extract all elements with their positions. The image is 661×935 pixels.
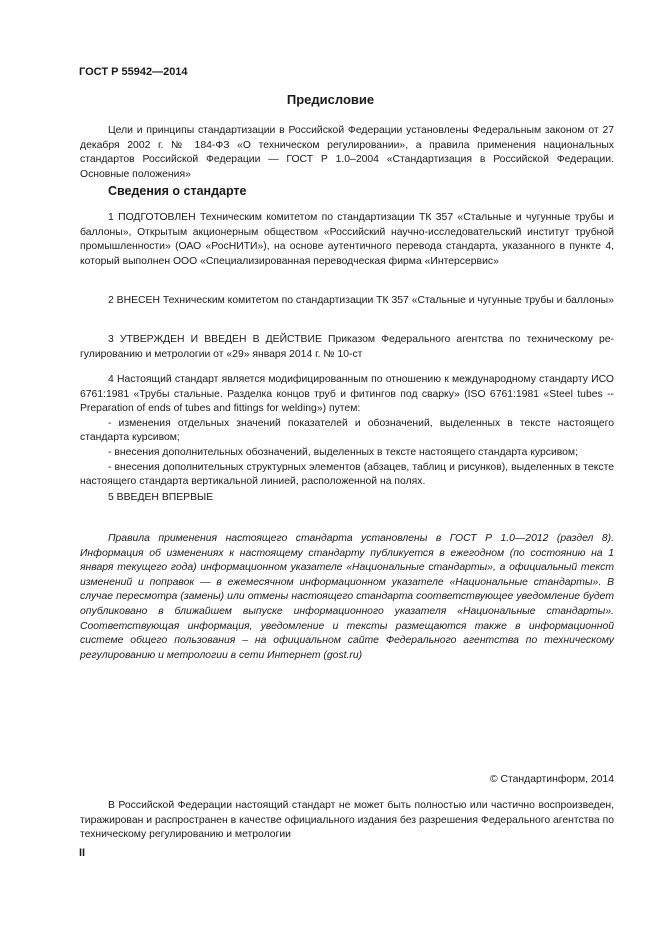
section-title: Сведения о стандарте: [108, 184, 247, 198]
item-1-text: 1 ПОДГОТОВЛЕН Техническим комитетом по стандартизации ТК 357 «Стальные и чугунные трубы и баллоны», Открытым акционерным обществом «Российский научно-исследовательский институт трубной промышленности» (ОАО «РосНИТИ»), на основе аутентичного перевода стандарта, указанного в пункте 4, который выполнен ООО «Специализированная переводческая фирма «Интерсервис»: [80, 212, 614, 267]
item-4-bullet: - изменения отдельных значений показателей и обозначений, выделенных в тексте настоящего стандарта курсивом;: [80, 417, 614, 444]
notice-paragraph: [80, 532, 614, 663]
notice-text: Правила применения настоящего стандарта установлены в ГОСТ Р 1.0—2012 (раздел 8). Информация об изменениях к настоящему стандарту публикуется в ежегодном (по состоянию на 1 января текущего года) информационном указателе «Национальные стандарты», а официальный текст изменений и поправок — в ежемесячном информационном указателе «Национальные стандарты». В случае пересмотра (замены) или отмены настоящего стандарта соответствующее уведомление будет опубликовано в ближайшем выпуске информационного указателя «Национальные стандарты». Соответствующая информация, уведомление и тексты размещаются также в информационной системе общего пользования – на официальном сайте Федерального агентства по техническому регулированию и метрологии в сети Интернет (gost.ru): [80, 533, 614, 661]
item-1: [80, 211, 614, 269]
copyright: © Стандартинформ, 2014: [489, 774, 614, 785]
page-title: Предисловие: [286, 92, 375, 107]
item-2-text: 2 ВНЕСЕН Техническим комитетом по стандартизации ТК 357 «Стальные и чугунные трубы и баллоны»: [108, 295, 614, 306]
page-number: II: [79, 847, 86, 859]
item-2: [80, 294, 614, 309]
footer-note: [80, 799, 614, 843]
standard-code: ГОСТ Р 55942—2014: [79, 66, 188, 78]
item-5-text: 5 ВВЕДЕН ВПЕРВЫЕ: [108, 492, 214, 503]
item-4-text: 4 Настоящий стандарт является модифицированным по отношению к международному стандарту ИСО 6761:1981 «Трубы стальные. Разделка концов труб и фитингов под сварку» (ISO 6761:1981 «Steel tubes -- Preparation of ends of tubes and fittings for welding») путем:: [80, 374, 614, 415]
item-4-bullet: - внесения дополнительных структурных элементов (абзацев, таблиц и рисунков), выделенных в тексте настоящего стандарта вертикальной линией, расположенной на полях.: [80, 461, 614, 488]
item-4: [80, 373, 614, 490]
intro-text: Цели и принципы стандартизации в Российской Федерации установлены Федеральным законом от 27 декабря 2002 г. № 184-ФЗ «О техническом регулировании», а правила применения национальных стандартов Российской Федерации — ГОСТ Р 1.0–2004 «Стандартизация в Российской Федерации. Основные положения»: [80, 125, 614, 180]
item-4-bullet: - внесения дополнительных обозначений, выделенных в тексте настоящего стандарта курсивом;: [108, 446, 578, 458]
intro-paragraph: [80, 124, 614, 182]
item-3: [80, 333, 614, 362]
item-5: [80, 491, 614, 506]
item-3-text: 3 УТВЕРЖДЕН И ВВЕДЕН В ДЕЙСТВИЕ Приказом Федерального агентства по техническому регулированию и метрологии от «29» января 2014 г. № 10-ст: [80, 334, 614, 360]
footer-note-text: В Российской Федерации настоящий стандарт не может быть полностью или частично воспроизведен, тиражирован и распространен в качестве официального издания без разрешения Федерального агентства по техническому регулированию и метрологии: [80, 800, 614, 841]
